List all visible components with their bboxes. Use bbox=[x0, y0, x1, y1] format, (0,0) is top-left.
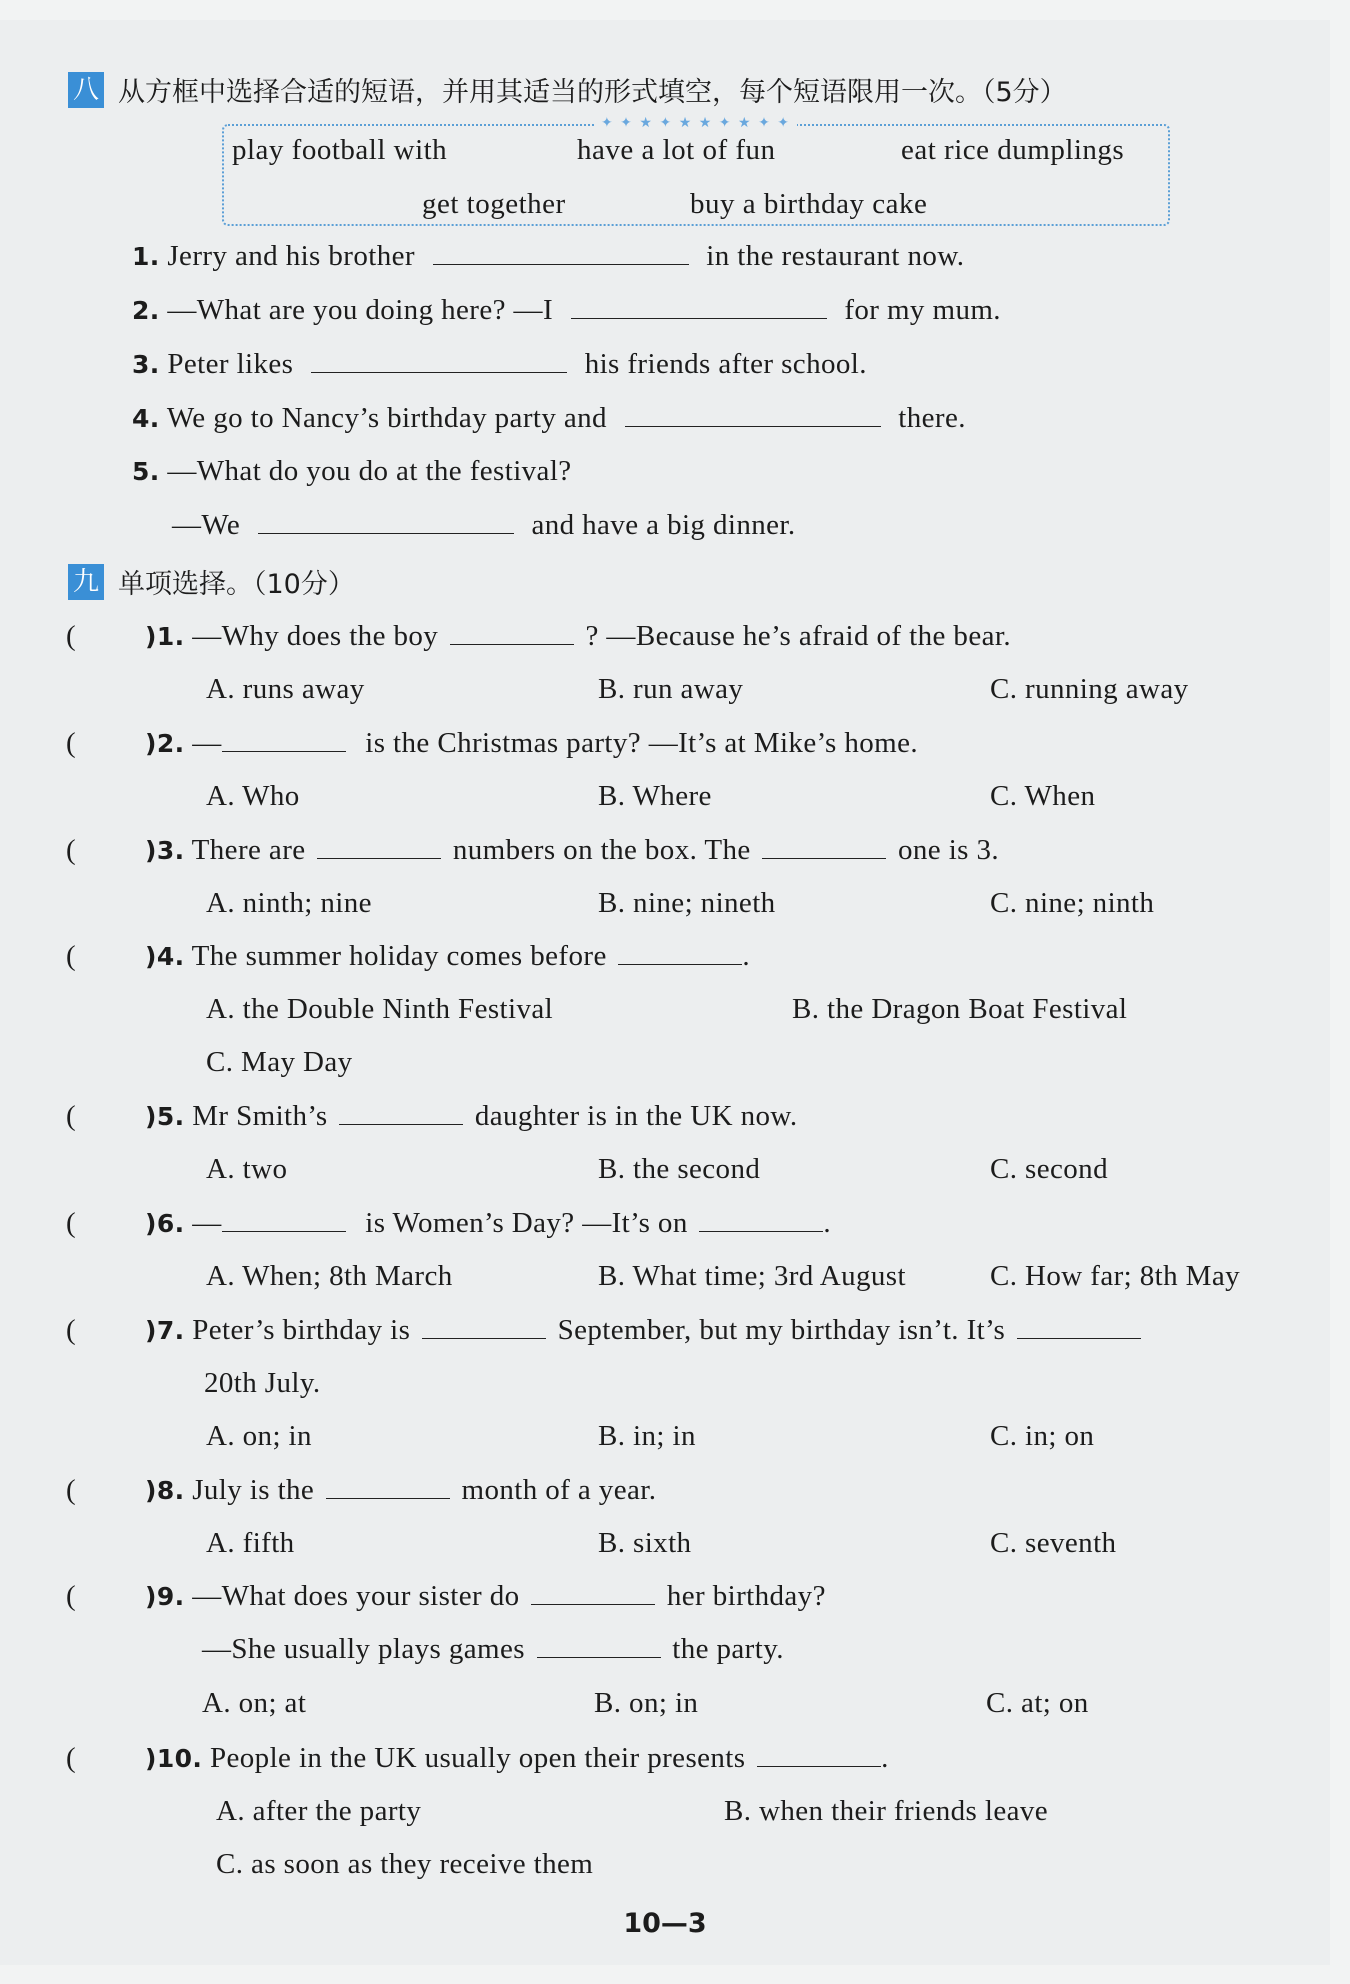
answer-paren[interactable]: ( bbox=[66, 1207, 76, 1239]
option-b[interactable]: B. the second bbox=[598, 1153, 761, 1185]
item-number: 1. bbox=[132, 242, 160, 271]
item-text: for my mum. bbox=[844, 294, 1001, 326]
question-5 bbox=[145, 1100, 797, 1133]
question-text: —She usually plays games bbox=[202, 1633, 525, 1665]
section-9-instruction: 单项选择。（10分） bbox=[118, 569, 355, 600]
option-c[interactable]: C. in; on bbox=[990, 1420, 1095, 1452]
decorative-stars: ✦ ✦ ★ ✦ ★ ★ ✦ ★ ✦ ✦ bbox=[224, 117, 1168, 131]
item-number: 5. bbox=[132, 457, 160, 486]
option-b[interactable]: B. Where bbox=[598, 780, 712, 812]
answer-blank bbox=[326, 1474, 450, 1499]
question-10 bbox=[145, 1742, 889, 1775]
answer-blank bbox=[450, 620, 574, 645]
option-c[interactable]: C. May Day bbox=[206, 1046, 353, 1078]
option-c[interactable]: C. nine; ninth bbox=[990, 887, 1155, 919]
option-b[interactable]: B. sixth bbox=[598, 1527, 692, 1559]
option-c[interactable]: C. as soon as they receive them bbox=[216, 1848, 594, 1880]
item-number: 4. bbox=[132, 404, 160, 433]
phrase-3: eat rice dumplings bbox=[901, 134, 1125, 166]
answer-paren[interactable]: ( bbox=[66, 940, 76, 972]
option-b[interactable]: B. nine; nineth bbox=[598, 887, 776, 919]
answer-blank bbox=[222, 1207, 346, 1232]
item-text: Peter likes bbox=[167, 348, 294, 380]
answer-blank bbox=[531, 1580, 655, 1605]
question-text: July is the bbox=[192, 1474, 315, 1506]
answer-paren[interactable]: ( bbox=[66, 1314, 76, 1346]
item-text: and have a big dinner. bbox=[531, 509, 796, 541]
question-text: —What does your sister do bbox=[192, 1580, 520, 1612]
fill-item-2 bbox=[132, 294, 1001, 327]
section-9-heading bbox=[68, 562, 355, 601]
question-number: )4. bbox=[145, 942, 185, 971]
answer-blank bbox=[422, 1314, 546, 1339]
phrase-4: get together bbox=[422, 188, 566, 220]
question-text: numbers on the box. The bbox=[452, 834, 751, 866]
question-2 bbox=[145, 727, 918, 760]
option-c[interactable]: C. When bbox=[990, 780, 1096, 812]
fill-item-4 bbox=[132, 402, 966, 435]
question-6 bbox=[145, 1207, 831, 1240]
answer-blank bbox=[339, 1100, 463, 1125]
option-a[interactable]: A. after the party bbox=[216, 1795, 422, 1827]
question-text: . bbox=[881, 1742, 889, 1774]
option-b[interactable]: B. the Dragon Boat Festival bbox=[792, 993, 1128, 1025]
question-8 bbox=[145, 1474, 656, 1507]
question-number: )6. bbox=[145, 1209, 185, 1238]
item-number: 2. bbox=[132, 296, 160, 325]
answer-blank bbox=[317, 834, 441, 859]
question-3 bbox=[145, 834, 999, 867]
answer-paren[interactable]: ( bbox=[66, 1100, 76, 1132]
answer-blank bbox=[757, 1742, 881, 1767]
item-text: —What are you doing here? —I bbox=[167, 294, 553, 326]
option-a[interactable]: A. When; 8th March bbox=[206, 1260, 453, 1292]
answer-blank[interactable] bbox=[311, 348, 567, 373]
question-text: ? —Because he’s afraid of the bear. bbox=[585, 620, 1011, 652]
question-text: her birthday? bbox=[666, 1580, 826, 1612]
phrase-1: play football with bbox=[232, 134, 448, 166]
answer-blank bbox=[1017, 1314, 1141, 1339]
question-text: the party. bbox=[672, 1633, 784, 1665]
answer-blank bbox=[762, 834, 886, 859]
option-c[interactable]: C. at; on bbox=[986, 1687, 1089, 1719]
question-text: is Women’s Day? —It’s on bbox=[365, 1207, 688, 1239]
question-1 bbox=[145, 620, 1011, 653]
question-9-line-2 bbox=[202, 1633, 784, 1666]
option-c[interactable]: C. seventh bbox=[990, 1527, 1117, 1559]
item-text: —What do you do at the festival? bbox=[167, 455, 572, 487]
item-text: —We bbox=[172, 509, 241, 541]
answer-paren[interactable]: ( bbox=[66, 620, 76, 652]
question-number: )8. bbox=[145, 1476, 185, 1505]
item-text: Jerry and his brother bbox=[167, 240, 415, 272]
question-text: Mr Smith’s bbox=[192, 1100, 328, 1132]
question-text: month of a year. bbox=[461, 1474, 657, 1506]
question-number: )2. bbox=[145, 729, 185, 758]
question-number: )10. bbox=[145, 1744, 203, 1773]
option-c[interactable]: C. second bbox=[990, 1153, 1108, 1185]
phrase-5: buy a birthday cake bbox=[690, 188, 928, 220]
option-a[interactable]: A. ninth; nine bbox=[206, 887, 372, 919]
option-c[interactable]: C. running away bbox=[990, 673, 1189, 705]
answer-paren[interactable]: ( bbox=[66, 1474, 76, 1506]
option-b[interactable]: B. run away bbox=[598, 673, 744, 705]
option-a[interactable]: A. the Double Ninth Festival bbox=[206, 993, 554, 1025]
option-c[interactable]: C. How far; 8th May bbox=[990, 1260, 1241, 1292]
question-text: The summer holiday comes before bbox=[191, 940, 607, 972]
section-8-badge: 八 bbox=[68, 72, 104, 108]
answer-blank bbox=[699, 1207, 823, 1232]
option-a[interactable]: A. fifth bbox=[206, 1527, 295, 1559]
section-8-instruction: 从方框中选择合适的短语，并用其适当的形式填空，每个短语限用一次。（5分） bbox=[118, 77, 1067, 108]
fill-item-5 bbox=[132, 455, 572, 488]
option-a[interactable]: A. runs away bbox=[206, 673, 365, 705]
question-number: )5. bbox=[145, 1102, 185, 1131]
option-a[interactable]: A. two bbox=[206, 1153, 288, 1185]
question-text: one is 3. bbox=[897, 834, 1000, 866]
question-7-line-2: 20th July. bbox=[204, 1367, 321, 1399]
question-text: is the Christmas party? —It’s at Mike’s home. bbox=[365, 727, 919, 759]
item-number: 3. bbox=[132, 350, 160, 379]
option-b[interactable]: B. What time; 3rd August bbox=[598, 1260, 906, 1292]
section-9-badge: 九 bbox=[68, 564, 104, 600]
question-text: People in the UK usually open their presents bbox=[209, 1742, 746, 1774]
answer-blank bbox=[618, 940, 742, 965]
answer-blank[interactable] bbox=[571, 294, 827, 319]
option-b[interactable]: B. when their friends leave bbox=[724, 1795, 1049, 1827]
answer-blank bbox=[537, 1633, 661, 1658]
option-a[interactable]: A. Who bbox=[206, 780, 300, 812]
question-text: Peter’s birthday is bbox=[192, 1314, 411, 1346]
item-text: there. bbox=[898, 402, 966, 434]
question-7 bbox=[145, 1314, 1141, 1347]
option-b[interactable]: B. in; in bbox=[598, 1420, 696, 1452]
question-text: . bbox=[742, 940, 751, 972]
question-text: daughter is in the UK now. bbox=[474, 1100, 798, 1132]
question-text: There are bbox=[191, 834, 306, 866]
answer-blank[interactable] bbox=[625, 402, 881, 427]
option-a[interactable]: A. on; at bbox=[202, 1687, 307, 1719]
fill-item-3 bbox=[132, 348, 867, 381]
question-number: )9. bbox=[145, 1582, 185, 1611]
phrase-2: have a lot of fun bbox=[577, 134, 776, 166]
question-text: September, but my birthday isn’t. It’s bbox=[557, 1314, 1006, 1346]
page-number: 10—3 bbox=[623, 1908, 707, 1939]
question-number: )7. bbox=[145, 1316, 185, 1345]
question-4 bbox=[145, 940, 750, 973]
fill-item-5-line-2 bbox=[172, 509, 796, 542]
question-text: — bbox=[192, 727, 222, 759]
item-text: We go to Nancy’s birthday party and bbox=[166, 402, 607, 434]
answer-blank[interactable] bbox=[433, 240, 689, 265]
question-text: . bbox=[823, 1207, 832, 1239]
question-text: — bbox=[192, 1207, 222, 1239]
answer-paren[interactable]: ( bbox=[66, 834, 76, 866]
question-number: )3. bbox=[145, 836, 185, 865]
question-9 bbox=[145, 1580, 826, 1613]
item-text: his friends after school. bbox=[584, 348, 867, 380]
option-a[interactable]: A. on; in bbox=[206, 1420, 312, 1452]
answer-blank[interactable] bbox=[258, 509, 514, 534]
answer-paren[interactable]: ( bbox=[66, 727, 76, 759]
fill-item-1 bbox=[132, 240, 964, 273]
answer-paren[interactable]: ( bbox=[66, 1580, 76, 1612]
item-text: in the restaurant now. bbox=[706, 240, 965, 272]
question-text: —Why does the boy bbox=[192, 620, 439, 652]
answer-blank bbox=[222, 727, 346, 752]
section-8-heading bbox=[68, 70, 1067, 109]
answer-paren[interactable]: ( bbox=[66, 1742, 76, 1774]
question-number: )1. bbox=[145, 622, 185, 651]
option-b[interactable]: B. on; in bbox=[594, 1687, 699, 1719]
